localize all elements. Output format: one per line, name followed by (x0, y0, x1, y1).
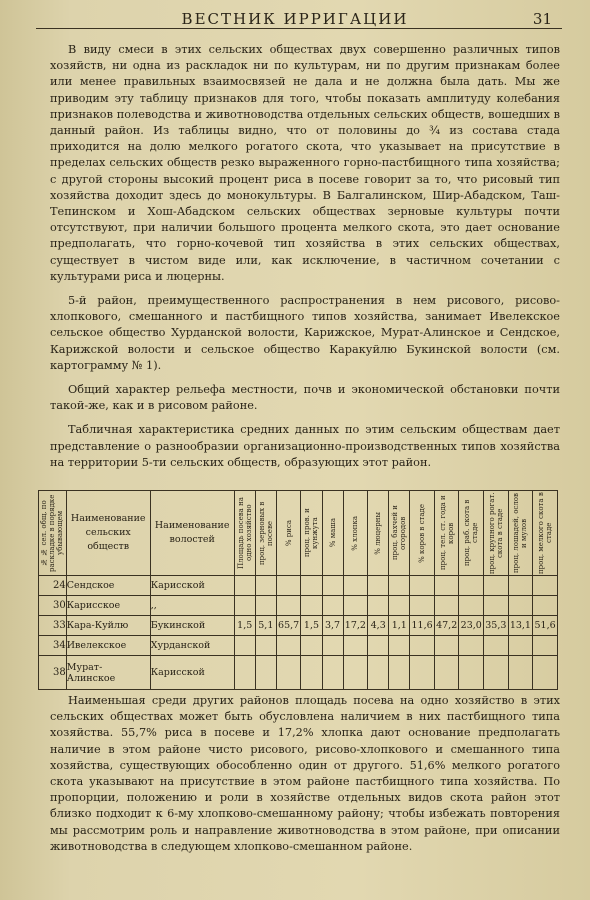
column-header: проц. крупного рогат. скота в стаде (484, 491, 509, 576)
society-name: Карисское (66, 596, 150, 616)
column-header: % риса (276, 491, 301, 576)
volost-name: Карисской (150, 656, 234, 690)
column-header: Площадь посева на одно хозяйство (234, 491, 255, 576)
volost-name: ,, (150, 596, 234, 616)
volost-name: Букинской (150, 616, 234, 636)
column-header: проц. тел. ст. года и коров (434, 491, 459, 576)
column-header: % хлопка (343, 491, 368, 576)
row-number: 38 (39, 656, 67, 690)
table-row (39, 596, 558, 616)
column-header: Наименование сельских обществ (66, 491, 150, 576)
paragraph: 5-й район, преимущественного распространения в нем рисового, рисово-хлопкового, смешанного и пастбищного типов хозяйства, занимает Ивелекское сельское общество Хурданской волости, Карижское, Мурат-Алинское и Сендское, Карижской волости и сельское общество Каракуйлю Букинской волости (см. картограмму № 1). (50, 294, 560, 372)
value-cell: 17,2 (343, 616, 368, 636)
column-header: проц. зерновых в посеве (255, 491, 276, 576)
value-cell: 1,1 (389, 616, 410, 636)
value-cell: 51,6 (533, 616, 558, 636)
column-header: проц. лошадей, ослов и мулов (508, 491, 533, 576)
society-name: Ивелекское (66, 636, 150, 656)
value-cell: 13,1 (508, 616, 533, 636)
paragraph: В виду смеси в этих сельских обществах двух совершенно различных типов хозяйств, ни одна из раскладок ни по культурам, ни по другим признакам более или менее правильных взаимосвязей не дала и не должна была дать. Мы же приводим эту таблицу признаков для того, чтобы показать амплитуду колебания признаков полеводства и животноводства отдельных сельских обществ, вошедших в данный район. Из таблицы видно, что от половины до ¾ из состава стада приходится на долю мелкого рогатого скота, что указывает на присутствие в пределах сельских обществ резко выраженного горно-пастбищного типа хозяйства; с другой стороны высокий процент риса в посеве говорит за то, что рисовый тип хозяйства доходит здесь до монокультуры. В Балгалинском, Шир-Абадском, Таш-Тепинском и Хош-Абадском сельских обществах зерновые культуры почти отсутствуют, при наличии большого процента мелкого скота, это дает основание предполагать, что горно-кочевой тип хозяйства в этих сельских обществах, существует в чистом виде или, как исключение, в частичном сочетании с культурами риса и люцерны. (50, 43, 560, 283)
volost-name: Карисской (150, 576, 234, 596)
society-name: Кара-Куйлю (66, 616, 150, 636)
table-row (39, 616, 558, 636)
column-header: № № сел. общ. по раскладке в порядке убывающем (39, 491, 67, 576)
column-header: Наименование волостей (150, 491, 234, 576)
body-text-top (50, 42, 560, 479)
table-row (39, 576, 558, 596)
running-head: ВЕСТНИК ИРРИГАЦИИ (181, 10, 409, 28)
header-rule (36, 28, 562, 29)
page-number: 31 (532, 10, 552, 28)
value-cell: 47,2 (434, 616, 459, 636)
row-number: 30 (39, 596, 67, 616)
paragraph: Наименьшая среди других районов площадь посева на одно хозяйство в этих сельских обществах может быть обусловлена наличием в них пастбищного типа хозяйства. 55,7% риса в посеве и 17,2% хлопка дают основание предполагать наличие в этом районе чисто рисового, рисово-хлопкового и смешанного типа хозяйства, существующих обособленно один от другого. 51,6% мелкого рогатого скота указывают на присутствие в этом районе пастбищного типа хозяйства. По пропорции, положению и роли в хозяйстве отдельных видов скота район этот близко подходит к 6-му хлопково-смешанному району; чтобы избежать повторения мы рассмотрим роль и направление животноводства в этом районе, при описании животноводства в следующем хлопково-смешанном районе. (50, 694, 560, 853)
society-name: Сендское (66, 576, 150, 596)
body-text-bottom (50, 693, 560, 863)
value-cell: 1,5 (301, 616, 322, 636)
volost-name: Хурданской (150, 636, 234, 656)
value-cell: 35,3 (484, 616, 509, 636)
value-cell: 3,7 (322, 616, 343, 636)
column-header: проц. бахчей и огородов (389, 491, 410, 576)
row-number: 33 (39, 616, 67, 636)
value-cell: 4,3 (368, 616, 389, 636)
value-cell: 1,5 (234, 616, 255, 636)
row-number: 34 (39, 636, 67, 656)
value-cell: 5,1 (255, 616, 276, 636)
column-header: проц. пров. и кунжута (301, 491, 322, 576)
column-header: % люцерны (368, 491, 389, 576)
data-table (38, 490, 558, 690)
paragraph: Общий характер рельефа местности, почв и экономической обстановки почти такой-же, как и в рисовом районе. (50, 383, 560, 413)
value-cell: 65,7 (276, 616, 301, 636)
value-cell: 11,6 (410, 616, 435, 636)
table-header-row (39, 491, 558, 576)
column-header: % коров в стаде (410, 491, 435, 576)
society-name: Мурат-Алинское (66, 656, 150, 690)
column-header: проц. раб. скота в стаде (459, 491, 484, 576)
column-header: % маша (322, 491, 343, 576)
row-number: 24 (39, 576, 67, 596)
paragraph: Табличная характеристика средних данных по этим сельским обществам дает представление о разнообразии организационно-производственных типов хозяйства на территории 5-ти сельских обществ, образующих этот район. (50, 423, 560, 469)
column-header: проц. мелкого скота в стаде (533, 491, 558, 576)
value-cell: 23,0 (459, 616, 484, 636)
table-row (39, 656, 558, 690)
table-row (39, 636, 558, 656)
